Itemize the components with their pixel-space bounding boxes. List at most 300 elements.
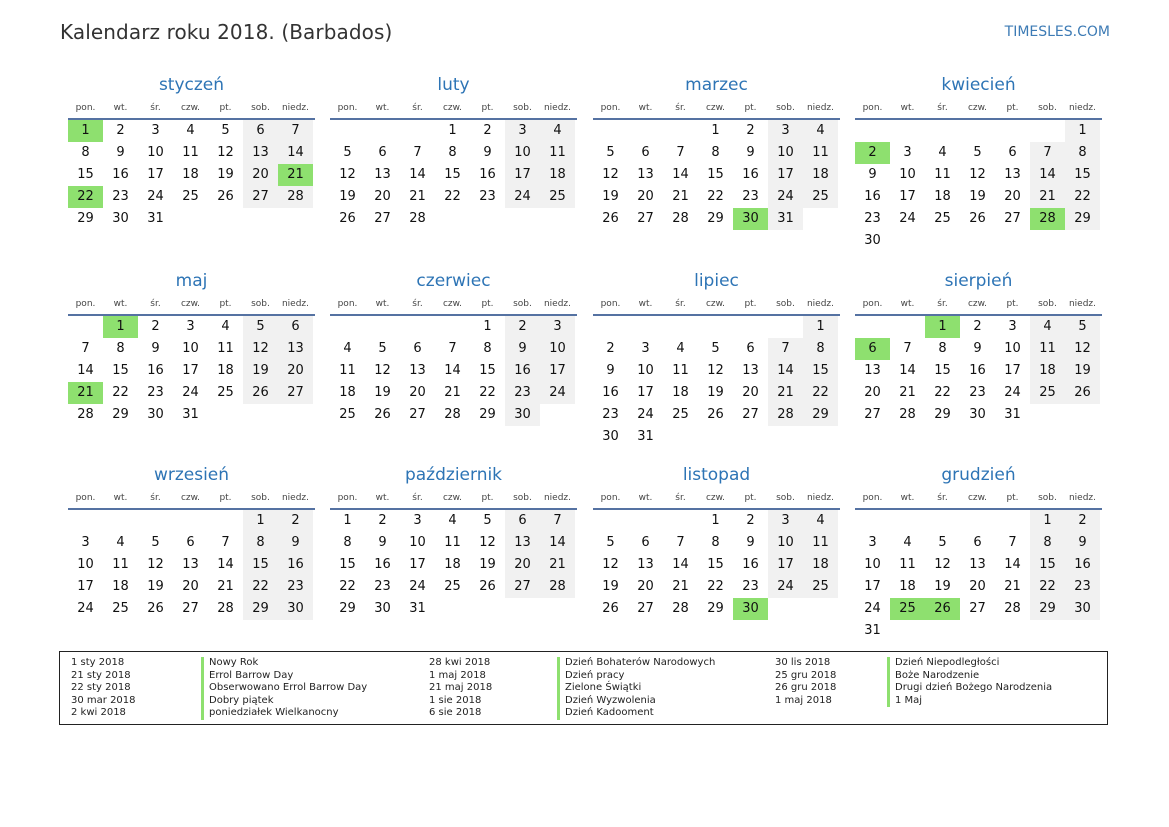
day-cell: 25 bbox=[217, 385, 234, 400]
day-cell: 23 bbox=[479, 189, 496, 204]
day-cell: 12 bbox=[707, 363, 724, 378]
weekday-label: czw. bbox=[180, 493, 201, 503]
month-name: sierpień bbox=[944, 271, 1013, 291]
weekday-header bbox=[330, 294, 577, 316]
day-cell: 21 bbox=[899, 385, 916, 400]
day-cell: 10 bbox=[540, 338, 575, 360]
day-cell: 6 bbox=[378, 145, 387, 160]
day-cell: 5 bbox=[711, 341, 720, 356]
legend-holiday-name: Dzień Kadooment bbox=[557, 707, 715, 720]
day-cell: 5 bbox=[151, 535, 160, 550]
month-block bbox=[855, 462, 1102, 642]
weekday-label: sob. bbox=[1038, 493, 1057, 503]
weekday-label: niedz. bbox=[281, 103, 310, 113]
day-cell: 4 bbox=[116, 535, 125, 550]
day-cell: 21 bbox=[672, 579, 689, 594]
day-cell: 29 bbox=[77, 211, 94, 226]
day-cell: 31 bbox=[409, 601, 426, 616]
day-cell: 3 bbox=[81, 535, 90, 550]
day-cell: 20 bbox=[742, 385, 759, 400]
weekday-label: wt. bbox=[375, 493, 390, 503]
holiday-day-cell: 1 bbox=[103, 316, 138, 338]
legend-holiday-name: poniedziałek Wielkanocny bbox=[201, 707, 367, 720]
day-cell: 12 bbox=[602, 167, 619, 182]
weekday-header bbox=[330, 488, 577, 510]
day-cell: 17 bbox=[147, 167, 164, 182]
day-cell: 22 bbox=[339, 579, 356, 594]
day-cell: 20 bbox=[864, 385, 881, 400]
day-cell: 27 bbox=[243, 186, 278, 208]
day-cell: 21 bbox=[768, 382, 803, 404]
day-cell: 4 bbox=[343, 341, 352, 356]
day-cell: 6 bbox=[1008, 145, 1017, 160]
day-cell: 6 bbox=[973, 535, 982, 550]
day-cell: 12 bbox=[1065, 338, 1100, 360]
day-cell: 20 bbox=[243, 164, 278, 186]
day-cell: 6 bbox=[413, 341, 422, 356]
days-grid bbox=[855, 316, 1102, 426]
day-cell: 14 bbox=[1004, 557, 1021, 572]
empty-cell bbox=[960, 120, 995, 142]
day-cell: 31 bbox=[1004, 407, 1021, 422]
day-cell: 28 bbox=[409, 211, 426, 226]
day-cell: 11 bbox=[339, 363, 356, 378]
weekday-label: czw. bbox=[705, 299, 726, 309]
day-cell: 17 bbox=[1004, 363, 1021, 378]
day-cell: 2 bbox=[278, 510, 313, 532]
day-cell: 13 bbox=[637, 167, 654, 182]
empty-cell bbox=[855, 316, 890, 338]
weekday-header bbox=[593, 488, 840, 510]
day-cell: 25 bbox=[339, 407, 356, 422]
weekday-header bbox=[68, 488, 315, 510]
day-cell: 19 bbox=[1065, 360, 1100, 382]
legend-names-col-3 bbox=[887, 657, 1052, 707]
day-cell: 3 bbox=[768, 120, 803, 142]
day-cell: 17 bbox=[77, 579, 94, 594]
day-cell: 16 bbox=[742, 557, 759, 572]
month-name: styczeń bbox=[158, 75, 225, 95]
legend-dates-col-2 bbox=[429, 657, 492, 720]
day-cell: 13 bbox=[637, 557, 654, 572]
day-cell: 12 bbox=[147, 557, 164, 572]
weekday-label: pt. bbox=[1006, 493, 1019, 503]
weekday-label: czw. bbox=[442, 299, 463, 309]
day-cell: 16 bbox=[864, 189, 881, 204]
weekday-label: czw. bbox=[967, 103, 988, 113]
weekday-label: śr. bbox=[150, 299, 161, 309]
day-cell: 18 bbox=[112, 579, 129, 594]
month-name: czerwiec bbox=[416, 271, 491, 291]
day-cell: 14 bbox=[77, 363, 94, 378]
day-cell: 25 bbox=[934, 211, 951, 226]
legend-date: 1 maj 2018 bbox=[429, 669, 486, 681]
day-cell: 29 bbox=[707, 211, 724, 226]
empty-cell bbox=[733, 316, 768, 338]
day-cell: 13 bbox=[1004, 167, 1021, 182]
day-cell: 28 bbox=[278, 186, 313, 208]
day-cell: 12 bbox=[934, 557, 951, 572]
day-cell: 24 bbox=[147, 189, 164, 204]
day-cell: 29 bbox=[803, 404, 838, 426]
empty-cell bbox=[698, 316, 733, 338]
empty-cell bbox=[855, 510, 890, 532]
empty-cell bbox=[768, 316, 803, 338]
day-cell: 21 bbox=[217, 579, 234, 594]
day-cell: 16 bbox=[147, 363, 164, 378]
weekday-label: niedz. bbox=[1068, 103, 1097, 113]
weekday-header bbox=[68, 98, 315, 120]
month-block bbox=[68, 72, 315, 230]
holiday-day-cell: 22 bbox=[68, 186, 103, 208]
day-cell: 14 bbox=[768, 360, 803, 382]
day-cell: 23 bbox=[602, 407, 619, 422]
day-cell: 18 bbox=[1030, 360, 1065, 382]
day-cell: 25 bbox=[803, 576, 838, 598]
day-cell: 24 bbox=[182, 385, 199, 400]
day-cell: 8 bbox=[1030, 532, 1065, 554]
day-cell: 7 bbox=[1008, 535, 1017, 550]
day-cell: 17 bbox=[409, 557, 426, 572]
day-cell: 1 bbox=[343, 513, 352, 528]
day-cell: 5 bbox=[483, 513, 492, 528]
month-name: maj bbox=[175, 271, 208, 291]
day-cell: 4 bbox=[221, 319, 230, 334]
day-cell: 7 bbox=[768, 338, 803, 360]
day-cell: 26 bbox=[602, 211, 619, 226]
day-cell: 29 bbox=[1030, 598, 1065, 620]
empty-cell bbox=[103, 510, 138, 532]
weekday-label: wt. bbox=[638, 103, 653, 113]
day-cell: 15 bbox=[1030, 554, 1065, 576]
day-cell: 14 bbox=[217, 557, 234, 572]
legend-holiday-name: Dzień Bohaterów Narodowych bbox=[557, 657, 715, 670]
day-cell: 15 bbox=[707, 167, 724, 182]
day-cell: 17 bbox=[899, 189, 916, 204]
day-cell: 17 bbox=[768, 554, 803, 576]
day-cell: 9 bbox=[973, 341, 982, 356]
days-grid bbox=[330, 510, 577, 620]
legend-holiday-name: Dzień pracy bbox=[557, 670, 715, 683]
day-cell: 19 bbox=[217, 167, 234, 182]
brand-link[interactable]: TIMESLES.COM bbox=[1004, 24, 1110, 40]
day-cell: 28 bbox=[444, 407, 461, 422]
day-cell: 22 bbox=[934, 385, 951, 400]
weekday-label: niedz. bbox=[1068, 299, 1097, 309]
day-cell: 13 bbox=[409, 363, 426, 378]
day-cell: 16 bbox=[602, 385, 619, 400]
day-cell: 5 bbox=[973, 145, 982, 160]
day-cell: 15 bbox=[803, 360, 838, 382]
legend-date: 26 gru 2018 bbox=[775, 682, 837, 694]
page-title: Kalendarz roku 2018. (Barbados) bbox=[60, 20, 393, 44]
legend-date: 6 sie 2018 bbox=[429, 707, 482, 719]
day-cell: 22 bbox=[707, 579, 724, 594]
day-cell: 31 bbox=[147, 211, 164, 226]
day-cell: 30 bbox=[969, 407, 986, 422]
weekday-label: pt. bbox=[219, 493, 232, 503]
day-cell: 15 bbox=[339, 557, 356, 572]
empty-cell bbox=[435, 316, 470, 338]
day-cell: 11 bbox=[444, 535, 461, 550]
day-cell: 18 bbox=[217, 363, 234, 378]
day-cell: 4 bbox=[1030, 316, 1065, 338]
holiday-day-cell: 1 bbox=[68, 120, 103, 142]
day-cell: 30 bbox=[1065, 598, 1100, 620]
weekday-header bbox=[593, 98, 840, 120]
day-cell: 20 bbox=[637, 579, 654, 594]
day-cell: 17 bbox=[768, 164, 803, 186]
weekday-label: wt. bbox=[375, 103, 390, 113]
day-cell: 22 bbox=[112, 385, 129, 400]
day-cell: 15 bbox=[77, 167, 94, 182]
day-cell: 31 bbox=[864, 623, 881, 638]
weekday-label: sob. bbox=[513, 299, 532, 309]
day-cell: 14 bbox=[1030, 164, 1065, 186]
legend-date: 2 kwi 2018 bbox=[71, 707, 126, 719]
month-block bbox=[593, 462, 840, 620]
weekday-label: niedz. bbox=[281, 299, 310, 309]
day-cell: 25 bbox=[182, 189, 199, 204]
days-grid bbox=[593, 120, 840, 230]
day-cell: 27 bbox=[278, 382, 313, 404]
day-cell: 8 bbox=[243, 532, 278, 554]
holiday-day-cell: 6 bbox=[855, 338, 890, 360]
day-cell: 9 bbox=[378, 535, 387, 550]
month-name: luty bbox=[437, 75, 470, 95]
day-cell: 1 bbox=[448, 123, 457, 138]
day-cell: 16 bbox=[278, 554, 313, 576]
weekday-label: niedz. bbox=[543, 493, 572, 503]
month-name: marzec bbox=[685, 75, 748, 95]
day-cell: 10 bbox=[147, 145, 164, 160]
weekday-label: sob. bbox=[776, 299, 795, 309]
day-cell: 19 bbox=[147, 579, 164, 594]
legend-holiday-name: Obserwowano Errol Barrow Day bbox=[201, 682, 367, 695]
day-cell: 18 bbox=[934, 189, 951, 204]
day-cell: 12 bbox=[243, 338, 278, 360]
day-cell: 24 bbox=[637, 407, 654, 422]
day-cell: 26 bbox=[243, 382, 278, 404]
weekday-label: pon. bbox=[600, 493, 621, 503]
weekday-label: pon. bbox=[75, 103, 96, 113]
day-cell: 15 bbox=[1065, 164, 1100, 186]
day-cell: 5 bbox=[938, 535, 947, 550]
empty-cell bbox=[365, 316, 400, 338]
day-cell: 23 bbox=[147, 385, 164, 400]
day-cell: 18 bbox=[540, 164, 575, 186]
day-cell: 18 bbox=[803, 554, 838, 576]
day-cell: 10 bbox=[1004, 341, 1021, 356]
day-cell: 15 bbox=[444, 167, 461, 182]
holiday-legend bbox=[59, 651, 1108, 725]
weekday-label: sob. bbox=[776, 103, 795, 113]
weekday-label: pon. bbox=[75, 493, 96, 503]
empty-cell bbox=[68, 510, 103, 532]
day-cell: 21 bbox=[409, 189, 426, 204]
day-cell: 7 bbox=[448, 341, 457, 356]
day-cell: 11 bbox=[112, 557, 129, 572]
day-cell: 23 bbox=[742, 189, 759, 204]
day-cell: 18 bbox=[444, 557, 461, 572]
legend-names-col-1 bbox=[201, 657, 367, 720]
empty-cell bbox=[593, 510, 628, 532]
empty-cell bbox=[400, 316, 435, 338]
month-block bbox=[68, 462, 315, 620]
day-cell: 5 bbox=[378, 341, 387, 356]
day-cell: 13 bbox=[864, 363, 881, 378]
legend-holiday-name: 1 Maj bbox=[887, 695, 1052, 708]
day-cell: 14 bbox=[409, 167, 426, 182]
weekday-label: śr. bbox=[937, 493, 948, 503]
day-cell: 15 bbox=[707, 557, 724, 572]
empty-cell bbox=[1030, 120, 1065, 142]
day-cell: 23 bbox=[374, 579, 391, 594]
day-cell: 9 bbox=[868, 167, 877, 182]
day-cell: 11 bbox=[899, 557, 916, 572]
day-cell: 24 bbox=[409, 579, 426, 594]
day-cell: 20 bbox=[1004, 189, 1021, 204]
day-cell: 7 bbox=[81, 341, 90, 356]
day-cell: 10 bbox=[637, 363, 654, 378]
weekday-label: śr. bbox=[412, 299, 423, 309]
empty-cell bbox=[208, 510, 243, 532]
legend-holiday-name: Dzień Wyzwolenia bbox=[557, 695, 715, 708]
day-cell: 22 bbox=[243, 576, 278, 598]
days-grid bbox=[855, 510, 1102, 642]
day-cell: 9 bbox=[278, 532, 313, 554]
holiday-day-cell: 26 bbox=[925, 598, 960, 620]
day-cell: 18 bbox=[339, 385, 356, 400]
month-block bbox=[593, 268, 840, 448]
day-cell: 10 bbox=[77, 557, 94, 572]
day-cell: 2 bbox=[1065, 510, 1100, 532]
day-cell: 8 bbox=[116, 341, 125, 356]
weekday-label: niedz. bbox=[806, 299, 835, 309]
day-cell: 11 bbox=[182, 145, 199, 160]
legend-date: 30 lis 2018 bbox=[775, 657, 831, 668]
weekday-label: sob. bbox=[776, 493, 795, 503]
day-cell: 28 bbox=[217, 601, 234, 616]
empty-cell bbox=[400, 120, 435, 142]
day-cell: 17 bbox=[505, 164, 540, 186]
day-cell: 5 bbox=[606, 145, 615, 160]
day-cell: 3 bbox=[868, 535, 877, 550]
weekday-label: pt. bbox=[481, 493, 494, 503]
weekday-label: niedz. bbox=[1068, 493, 1097, 503]
weekday-label: niedz. bbox=[543, 103, 572, 113]
day-cell: 27 bbox=[637, 211, 654, 226]
day-cell: 9 bbox=[606, 363, 615, 378]
weekday-label: pon. bbox=[600, 299, 621, 309]
day-cell: 30 bbox=[602, 429, 619, 444]
weekday-label: pt. bbox=[481, 299, 494, 309]
day-cell: 20 bbox=[637, 189, 654, 204]
day-cell: 26 bbox=[969, 211, 986, 226]
day-cell: 23 bbox=[278, 576, 313, 598]
day-cell: 14 bbox=[899, 363, 916, 378]
day-cell: 24 bbox=[540, 382, 575, 404]
day-cell: 20 bbox=[374, 189, 391, 204]
weekday-label: pon. bbox=[862, 103, 883, 113]
month-block bbox=[330, 72, 577, 230]
weekday-label: sob. bbox=[1038, 299, 1057, 309]
day-cell: 26 bbox=[339, 211, 356, 226]
day-cell: 2 bbox=[746, 513, 755, 528]
month-block bbox=[593, 72, 840, 230]
day-cell: 19 bbox=[707, 385, 724, 400]
day-cell: 17 bbox=[637, 385, 654, 400]
weekday-label: czw. bbox=[967, 299, 988, 309]
day-cell: 16 bbox=[969, 363, 986, 378]
holiday-day-cell: 2 bbox=[855, 142, 890, 164]
legend-holiday-name: Zielone Świątki bbox=[557, 682, 715, 695]
day-cell: 26 bbox=[147, 601, 164, 616]
day-cell: 30 bbox=[112, 211, 129, 226]
day-cell: 14 bbox=[672, 167, 689, 182]
day-cell: 1 bbox=[243, 510, 278, 532]
day-cell: 3 bbox=[768, 510, 803, 532]
day-cell: 17 bbox=[182, 363, 199, 378]
weekday-label: pt. bbox=[744, 299, 757, 309]
weekday-label: śr. bbox=[150, 103, 161, 113]
weekday-label: niedz. bbox=[281, 493, 310, 503]
empty-cell bbox=[330, 316, 365, 338]
weekday-header bbox=[855, 98, 1102, 120]
holiday-day-cell: 25 bbox=[890, 598, 925, 620]
holiday-day-cell: 30 bbox=[733, 208, 768, 230]
weekday-label: niedz. bbox=[543, 299, 572, 309]
day-cell: 24 bbox=[768, 186, 803, 208]
day-cell: 24 bbox=[899, 211, 916, 226]
day-cell: 23 bbox=[505, 382, 540, 404]
day-cell: 28 bbox=[672, 601, 689, 616]
day-cell: 16 bbox=[742, 167, 759, 182]
holiday-day-cell: 21 bbox=[68, 382, 103, 404]
day-cell: 5 bbox=[606, 535, 615, 550]
weekday-label: czw. bbox=[442, 103, 463, 113]
day-cell: 10 bbox=[505, 142, 540, 164]
days-grid bbox=[593, 510, 840, 620]
weekday-label: wt. bbox=[375, 299, 390, 309]
day-cell: 20 bbox=[182, 579, 199, 594]
days-grid bbox=[330, 120, 577, 230]
day-cell: 22 bbox=[444, 189, 461, 204]
day-cell: 7 bbox=[1030, 142, 1065, 164]
legend-holiday-name: Nowy Rok bbox=[201, 657, 367, 670]
weekday-label: pon. bbox=[337, 299, 358, 309]
weekday-label: wt. bbox=[113, 103, 128, 113]
month-block bbox=[855, 268, 1102, 426]
day-cell: 24 bbox=[768, 576, 803, 598]
weekday-label: pt. bbox=[1006, 103, 1019, 113]
empty-cell bbox=[68, 316, 103, 338]
day-cell: 7 bbox=[676, 535, 685, 550]
day-cell: 11 bbox=[1030, 338, 1065, 360]
day-cell: 30 bbox=[374, 601, 391, 616]
legend-holiday-name: Drugi dzień Bożego Narodzenia bbox=[887, 682, 1052, 695]
day-cell: 26 bbox=[217, 189, 234, 204]
day-cell: 13 bbox=[374, 167, 391, 182]
day-cell: 29 bbox=[707, 601, 724, 616]
day-cell: 11 bbox=[803, 532, 838, 554]
day-cell: 12 bbox=[479, 535, 496, 550]
day-cell: 11 bbox=[217, 341, 234, 356]
day-cell: 19 bbox=[969, 189, 986, 204]
day-cell: 28 bbox=[768, 404, 803, 426]
day-cell: 18 bbox=[899, 579, 916, 594]
weekday-label: czw. bbox=[705, 103, 726, 113]
